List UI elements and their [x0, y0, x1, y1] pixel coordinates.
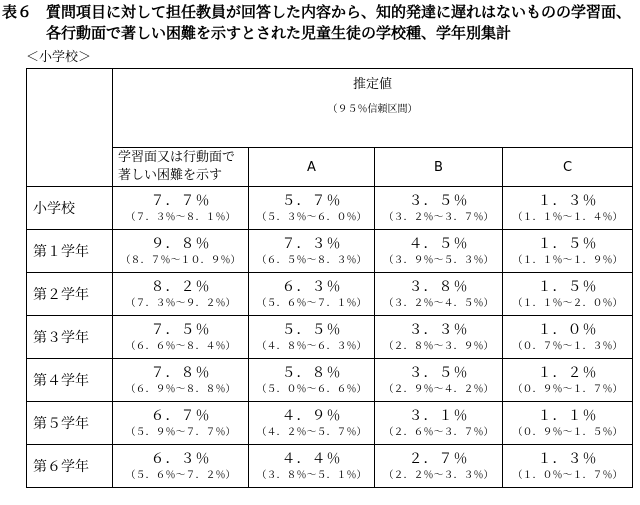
value-cell [249, 359, 375, 402]
column-header-c: C [503, 148, 633, 187]
confidence-interval: （２．６％～３．７％） [383, 427, 494, 438]
caption-line-1: 質問項目に対して担任教員が回答した内容から、知的発達に遅れはないものの学習面、 [46, 3, 632, 21]
value-cell [375, 230, 503, 273]
estimate-value: ４．５％ [408, 236, 469, 252]
estimate-value: ５．５％ [281, 322, 342, 338]
confidence-interval: （７．３％～８．１％） [125, 212, 236, 223]
value-cell [249, 402, 375, 445]
column-header-any-line-2: 著しい困難を示す [118, 168, 223, 183]
confidence-interval: （５．０％～６．６％） [256, 384, 367, 395]
section-label: ＜小学校＞ [26, 50, 92, 65]
table-row [27, 316, 633, 359]
value-cell [113, 402, 249, 445]
estimate-value: ７．５％ [150, 322, 211, 338]
confidence-interval: （０．７％～１．３％） [512, 341, 623, 352]
estimate-value: ７．８％ [150, 365, 211, 381]
confidence-interval: （２．２％～３．３％） [383, 470, 494, 481]
value-cell [113, 273, 249, 316]
table-row [27, 230, 633, 273]
estimate-value: ９．８％ [150, 236, 211, 252]
row-label: 小学校 [27, 187, 113, 230]
estimate-value: ５．８％ [281, 365, 342, 381]
estimate-value: ３．８％ [408, 279, 469, 295]
value-cell [113, 230, 249, 273]
value-cell [249, 316, 375, 359]
estimate-value: ６．７％ [150, 408, 211, 424]
confidence-interval-note: （９５％信頼区間） [327, 104, 418, 115]
estimate-value: １．０％ [537, 322, 598, 338]
confidence-interval: （３．２％～４．５％） [383, 298, 494, 309]
confidence-interval: （５．９％～７．７％） [125, 427, 236, 438]
estimate-value: １．１％ [537, 408, 598, 424]
row-label: 第４学年 [27, 359, 113, 402]
column-header-any-line-1: 学習面又は行動面で [118, 150, 236, 165]
value-cell [113, 316, 249, 359]
value-cell [375, 273, 503, 316]
confidence-interval: （５．３％～６．０％） [256, 212, 367, 223]
estimate-value: ６．３％ [150, 451, 211, 467]
table-number: 表６ [2, 3, 33, 21]
caption-line-2: 各行動面で著しい困難を示すとされた児童生徒の学校種、学年別集計 [46, 24, 512, 42]
estimate-value: ３．３％ [408, 322, 469, 338]
estimate-value: ４．９％ [281, 408, 342, 424]
estimate-value: １．３％ [537, 451, 598, 467]
confidence-interval: （１．０％～１．７％） [512, 470, 623, 481]
table-row [27, 402, 633, 445]
table-row [27, 273, 633, 316]
estimate-value: １．５％ [537, 236, 598, 252]
confidence-interval: （２．９％～４．２％） [383, 384, 494, 395]
table-row [27, 187, 633, 230]
estimate-value: ６．３％ [281, 279, 342, 295]
estimate-value: ４．４％ [281, 451, 342, 467]
value-cell [113, 187, 249, 230]
value-cell [249, 273, 375, 316]
value-cell [375, 316, 503, 359]
row-label: 第５学年 [27, 402, 113, 445]
confidence-interval: （３．９％～５．３％） [383, 255, 494, 266]
confidence-interval: （１．１％～１．４％） [512, 212, 623, 223]
value-cell [375, 402, 503, 445]
estimate-value: ７．３％ [281, 236, 342, 252]
row-label: 第６学年 [27, 445, 113, 488]
row-label: 第２学年 [27, 273, 113, 316]
value-cell [113, 359, 249, 402]
confidence-interval: （６．９％～８．８％） [125, 384, 236, 395]
confidence-interval: （４．２％～５．７％） [256, 427, 367, 438]
estimate-value: ２．７％ [408, 451, 469, 467]
confidence-interval: （０．９％～１．５％） [512, 427, 623, 438]
estimate-value: ３．５％ [408, 193, 469, 209]
confidence-interval: （３．８％～５．１％） [256, 470, 367, 481]
value-cell [113, 445, 249, 488]
estimate-title: 推定値 [352, 77, 392, 92]
estimate-value: １．３％ [537, 193, 598, 209]
confidence-interval: （３．２％～３．７％） [383, 212, 494, 223]
header-row-columns [27, 148, 633, 187]
confidence-interval: （８．７％～１０．９％） [120, 255, 241, 266]
confidence-interval: （１．１％～２．０％） [512, 298, 623, 309]
value-cell [375, 445, 503, 488]
header-row-estimate [27, 69, 633, 148]
confidence-interval: （６．６％～８．４％） [125, 341, 236, 352]
confidence-interval: （６．５％～８．３％） [256, 255, 367, 266]
table-row [27, 445, 633, 488]
estimate-value: ５．７％ [281, 193, 342, 209]
estimate-value: １．２％ [537, 365, 598, 381]
estimate-value: ３．５％ [408, 365, 469, 381]
value-cell [249, 445, 375, 488]
value-cell [249, 187, 375, 230]
value-cell [375, 187, 503, 230]
column-header-b: B [375, 148, 503, 187]
estimate-value: ８．２％ [150, 279, 211, 295]
confidence-interval: （５．６％～７．１％） [256, 298, 367, 309]
confidence-interval: （１．１％～１．９％） [512, 255, 623, 266]
estimate-value: ７．７％ [150, 193, 211, 209]
estimate-value: １．５％ [537, 279, 598, 295]
value-cell [503, 316, 633, 359]
value-cell [503, 230, 633, 273]
estimate-header [113, 69, 633, 148]
confidence-interval: （２．８％～３．９％） [383, 341, 494, 352]
value-cell [249, 230, 375, 273]
value-cell [375, 359, 503, 402]
value-cell [503, 187, 633, 230]
value-cell [503, 445, 633, 488]
row-label: 第１学年 [27, 230, 113, 273]
value-cell [503, 402, 633, 445]
value-cell [503, 359, 633, 402]
data-table [26, 68, 633, 488]
confidence-interval: （７．３％～９．２％） [125, 298, 236, 309]
confidence-interval: （５．６％～７．２％） [125, 470, 236, 481]
corner-cell [27, 69, 113, 187]
table-row [27, 359, 633, 402]
row-label: 第３学年 [27, 316, 113, 359]
confidence-interval: （０．９％～１．７％） [512, 384, 623, 395]
confidence-interval: （４．８％～６．３％） [256, 341, 367, 352]
column-header-a: A [249, 148, 375, 187]
column-header-any-difficulty [113, 148, 249, 187]
value-cell [503, 273, 633, 316]
estimate-value: ３．１％ [408, 408, 469, 424]
table-caption [2, 2, 638, 44]
